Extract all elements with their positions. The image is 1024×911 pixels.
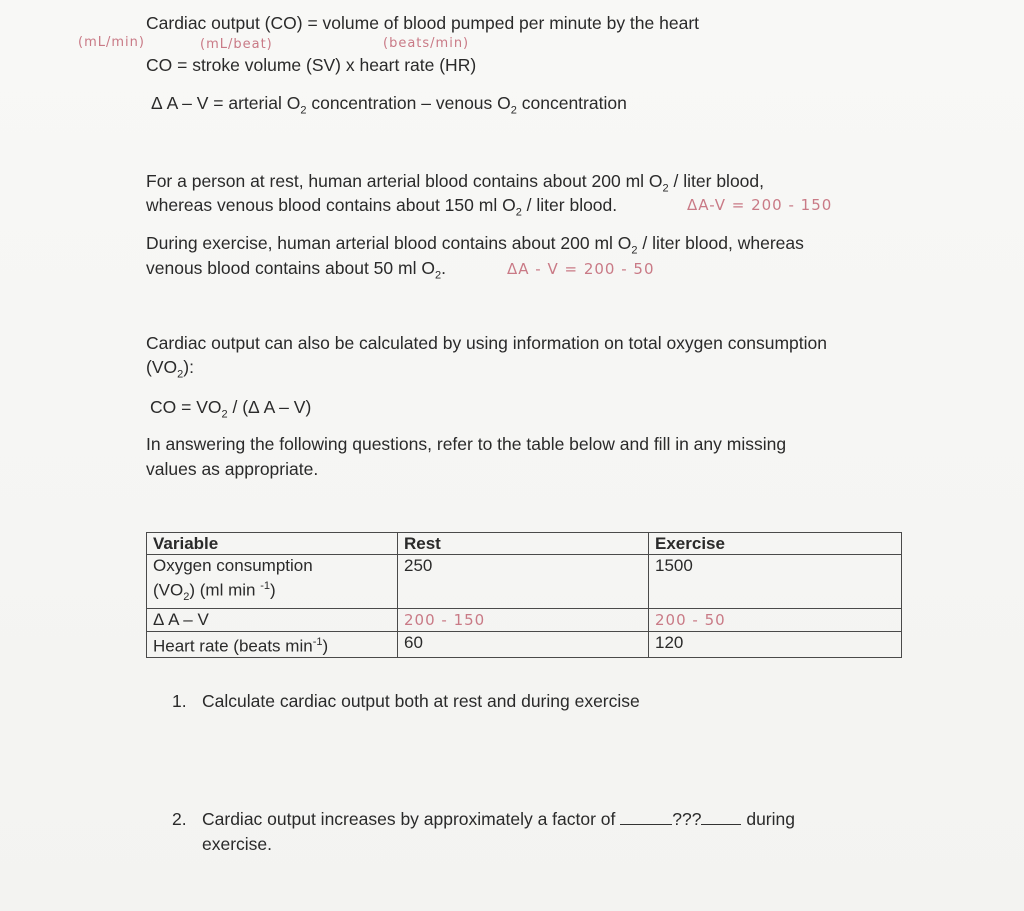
header-rest: Rest	[398, 533, 649, 555]
cell-rest-delta-av[interactable]	[398, 609, 649, 632]
exercise-paragraph-line2: venous blood contains about 50 ml $O_2$.	[146, 258, 446, 282]
handwritten-unit-sv: (mL/beat)	[200, 37, 273, 52]
handwritten-rest-delta: ΔA-V = 200 - 150	[687, 196, 833, 214]
instructions-line1: In answering the following questions, refer to the table below and fill in any missing	[146, 434, 787, 454]
question-2-blank-answer[interactable]: ???	[672, 809, 702, 829]
question-2-number: 2.	[172, 809, 187, 829]
table-row	[147, 609, 902, 632]
table-header-row	[147, 533, 902, 555]
question-2-text: Cardiac output increases by approximately a factor of ??? during	[202, 809, 795, 829]
cell-exercise-vo2: 1500	[649, 555, 902, 609]
handwritten-unit-co: (mL/min)	[78, 35, 145, 50]
cell-exercise-heart-rate: 120	[649, 632, 902, 658]
row-label-delta-av: Δ A – V	[147, 609, 398, 632]
exercise-paragraph-line1: During exercise, human arterial blood contains about 200 ml $O_2$ / liter blood, whereas	[146, 233, 804, 257]
handwritten-rest-delta-value: 200 - 150	[404, 611, 486, 630]
instructions-line2: values as appropriate.	[146, 459, 319, 479]
row-label-oxygen-consumption: Oxygen consumption $(VO_2)$ (ml min $^{-1}$)	[147, 555, 398, 609]
question-1-text: Calculate cardiac output both at rest and during exercise	[202, 691, 640, 711]
delta-av-definition: Δ A – V = arterial $O_2$ concentration – venous $O_2$ concentration	[151, 93, 627, 117]
handwritten-exercise-delta: ΔA - V = 200 - 50	[507, 260, 655, 278]
header-exercise: Exercise	[649, 533, 902, 555]
handwritten-exercise-delta-value: 200 - 50	[655, 611, 726, 630]
handwritten-unit-hr: (beats/min)	[383, 36, 470, 51]
vo2-paragraph-line2: $(VO_2)$:	[146, 357, 194, 381]
cell-rest-vo2: 250	[398, 555, 649, 609]
co-vo2-formula: CO = $VO_2 / (\Delta$ A – V)	[150, 397, 312, 421]
cell-rest-heart-rate: 60	[398, 632, 649, 658]
rest-paragraph-line1: For a person at rest, human arterial blood contains about 200 ml $O_2$ / liter blood,	[146, 171, 764, 195]
header-variable: Variable	[147, 533, 398, 555]
table-row	[147, 632, 902, 658]
data-table	[146, 532, 902, 658]
row-label-heart-rate: Heart rate (beats $\min^{-1}$)	[147, 632, 398, 658]
table-row	[147, 555, 902, 609]
question-1-number: 1.	[172, 691, 187, 711]
co-formula: CO = stroke volume (SV) x heart rate (HR)	[146, 55, 477, 75]
cardiac-output-definition: Cardiac output (CO) = volume of blood pumped per minute by the heart	[146, 13, 700, 33]
rest-paragraph-line2: whereas venous blood contains about 150 ml $O_2$ / liter blood.	[146, 195, 618, 219]
question-2-text-line2: exercise.	[202, 834, 273, 854]
cell-exercise-delta-av[interactable]	[649, 609, 902, 632]
vo2-paragraph-line1: Cardiac output can also be calculated by using information on total oxygen consumption	[146, 333, 827, 353]
